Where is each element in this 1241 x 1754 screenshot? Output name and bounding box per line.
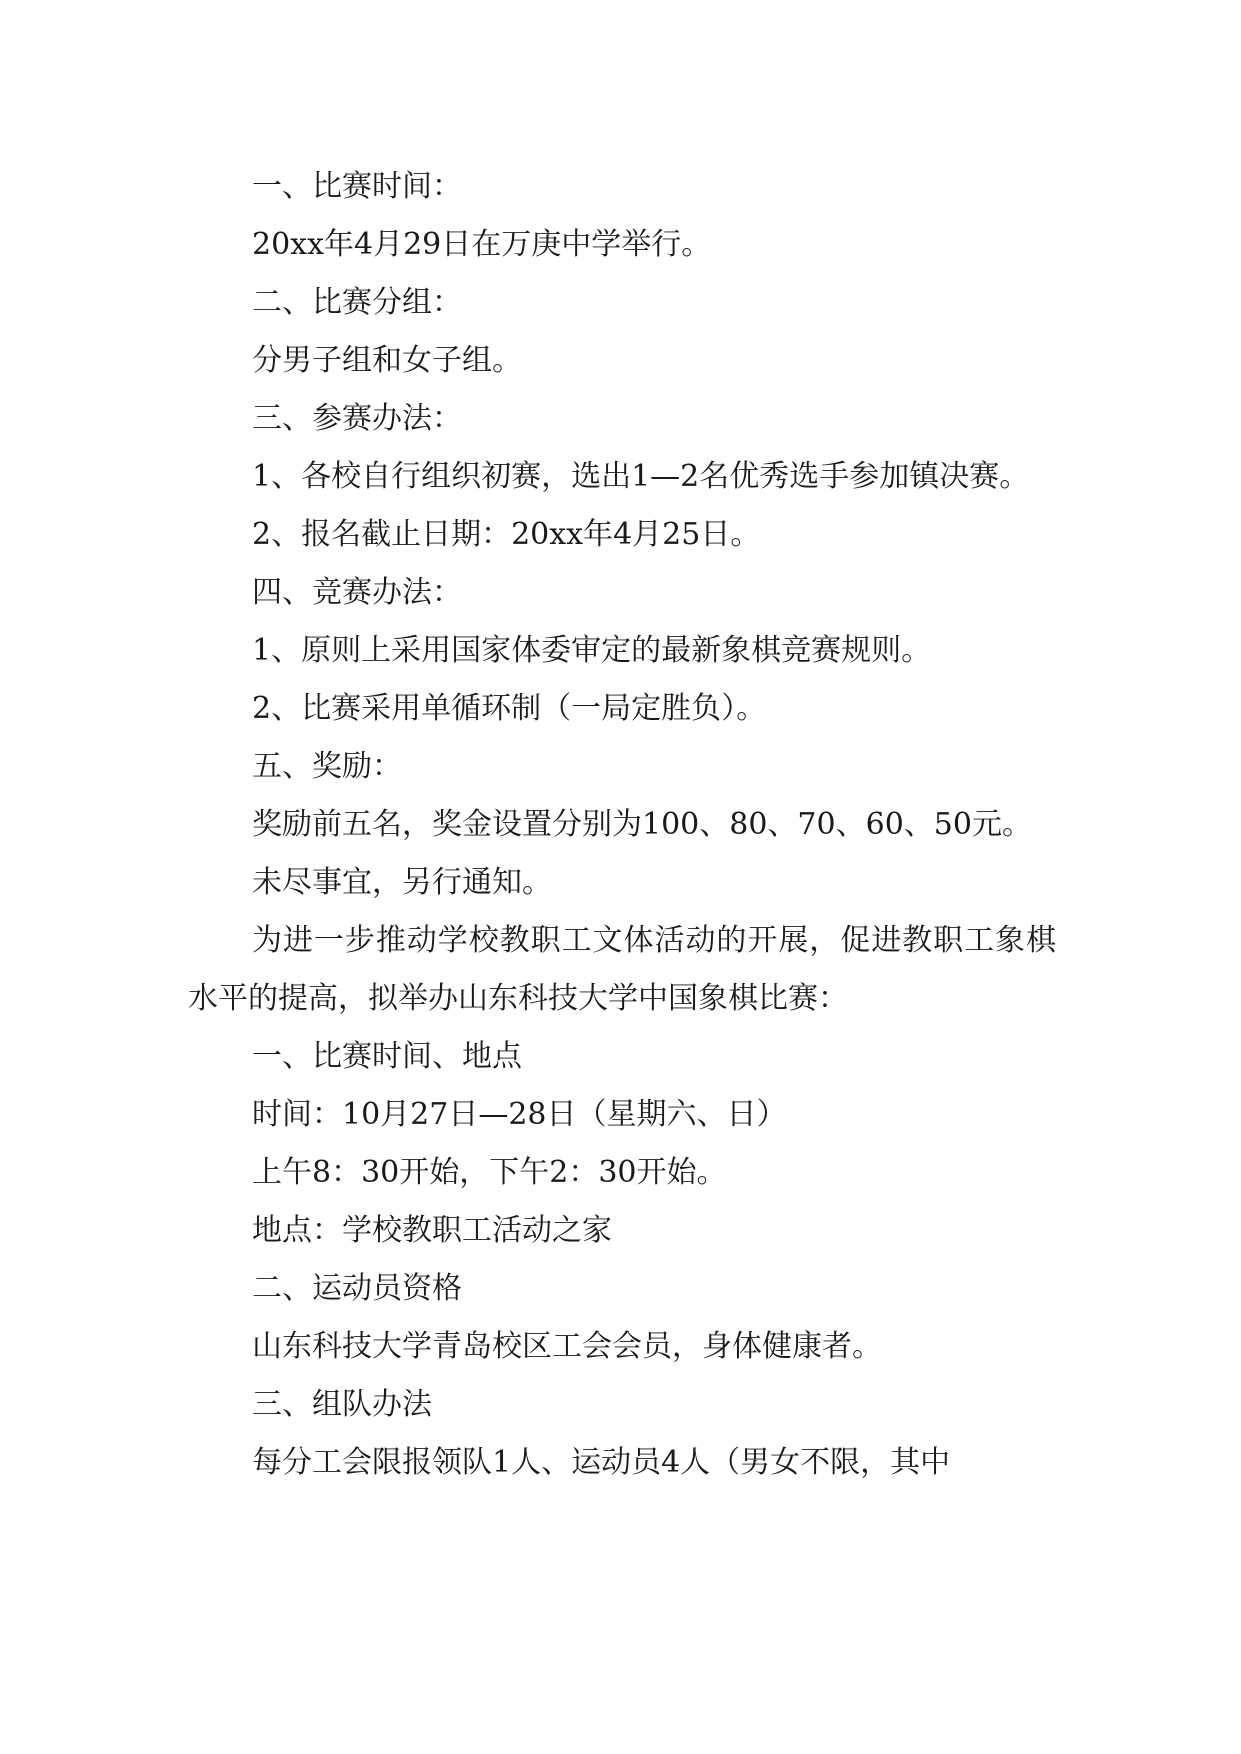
paragraph-groups-detail: 分男子组和女子组。 bbox=[252, 343, 522, 378]
paragraph-entry-item-1: 1、各校自行组织初赛，选出1—2名优秀选手参加镇决赛。 bbox=[252, 459, 1030, 494]
section-heading-rules: 四、竞赛办法： bbox=[252, 575, 462, 610]
section-heading-time: 一、比赛时间： bbox=[252, 169, 462, 204]
paragraph-rules-item-1: 1、原则上采用国家体委审定的最新象棋竞赛规则。 bbox=[252, 633, 932, 668]
section-heading-eligibility: 二、运动员资格 bbox=[252, 1271, 462, 1306]
paragraph-start-times: 上午8：30开始，下午2：30开始。 bbox=[252, 1155, 727, 1190]
section-heading-entry: 三、参赛办法： bbox=[252, 401, 462, 436]
document-body bbox=[188, 158, 1056, 1492]
paragraph-eligibility-detail: 山东科技大学青岛校区工会会员，身体健康者。 bbox=[252, 1329, 882, 1364]
paragraph-date: 时间：10月27日—28日（星期六、日） bbox=[252, 1097, 787, 1132]
paragraph-rules-item-2: 2、比赛采用单循环制（一局定胜负）。 bbox=[252, 691, 767, 726]
paragraph-location: 地点：学校教职工活动之家 bbox=[252, 1213, 612, 1248]
section-heading-teams: 三、组队办法 bbox=[252, 1387, 432, 1422]
paragraph-entry-item-2: 2、报名截止日期：20xx年4月25日。 bbox=[252, 517, 761, 552]
section-heading-time-place: 一、比赛时间、地点 bbox=[252, 1039, 522, 1074]
paragraph-teams-detail: 每分工会限报领队1人、运动员4人（男女不限，其中 bbox=[252, 1445, 951, 1480]
paragraph-intro: 为进一步推动学校教职工文体活动的开展，促进教职工象棋水平的提高，拟举办山东科技大学中国象棋比赛： bbox=[188, 923, 1056, 1016]
paragraph-awards-detail: 奖励前五名，奖金设置分别为100、80、70、60、50元。 bbox=[252, 807, 1032, 842]
section-heading-groups: 二、比赛分组： bbox=[252, 285, 462, 320]
paragraph-notice: 未尽事宜，另行通知。 bbox=[252, 865, 552, 900]
section-heading-awards: 五、奖励： bbox=[252, 749, 402, 784]
paragraph-time-detail: 20xx年4月29日在万庚中学举行。 bbox=[252, 227, 712, 262]
